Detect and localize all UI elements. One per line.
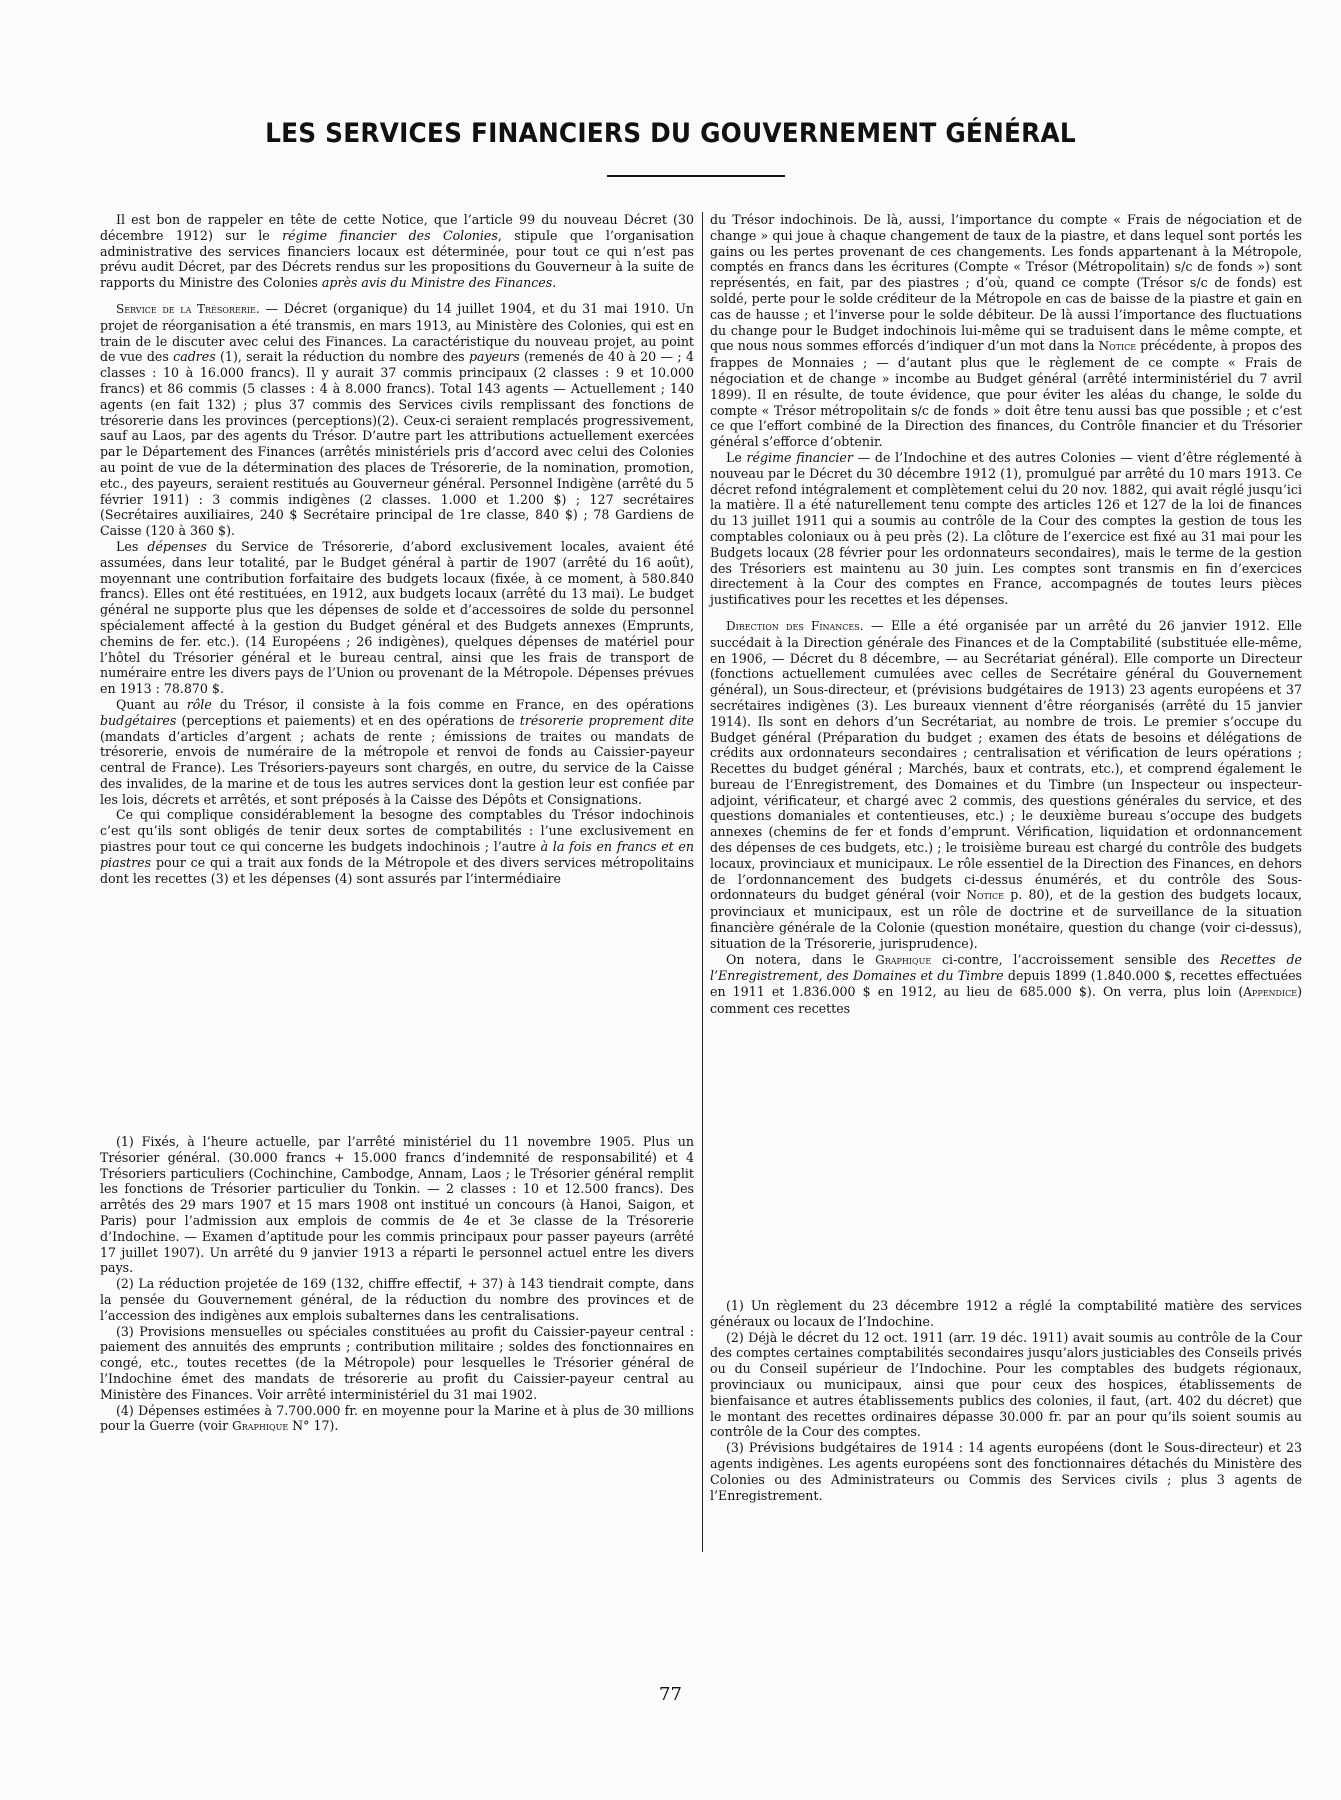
footnote: (3) Provisions mensuelles ou spéciales constituées au profit du Caissier-payeur central : paiement des annuités des emprunts ; contribution militaire ; soldes des fonctionnaires en congé, etc., toutes recettes (de la Métropole) pour lesquelles le Trésorier général de l’Indochine émet des mandats de trésorerie au profit du Caissier-payeur central au Ministère des Finances. Voir arrêté interministériel du 31 mai 1902.: [100, 1323, 694, 1402]
footnote: (2) La réduction projetée de 169 (132, chiffre effectif, + 37) à 143 tiendrait compte, dans la pensée du Gouvernement général, de la réduction du nombre des provinces et de l’accession des indigènes aux emplois subalternes dans les centralisations.: [100, 1276, 694, 1323]
paragraph-role-tresor: Quant au rôle du Trésor, il consiste à la fois comme en France, en des opérations budgétaires (perceptions et paiements) et en des opérations de trésorerie proprement dite (mandats d’articles d’argent ; achats de rente ; émissions de traites ou mandats de trésorerie, envois de numéraire de la métropole et renvoi de fonds au Caissier-payeur central de France). Les Trésoriers-payeurs sont chargés, en outre, du service de la Caisse des invalides, de la marine et de tous les autres services dont la gestion leur est confiée par les lois, décrets et arrêtés, et sont préposés à la Caisse des Dépôts et Consignations.: [100, 696, 695, 807]
paragraph-depenses: Les dépenses du Service de Trésorerie, d’abord exclusivement locales, avaient été assumées, dans leur totalité, par le Budget général à partir de 1907 (arrêté du 16 août), moyennant une contribution forfaitaire des budgets locaux (fixée, à ce moment, à 580.840 francs). Elles ont été restituées, en 1912, aux budgets locaux (arrêté du 13 mai). Le budget général ne supporte plus que les dépenses de solde et d’accessoires de solde du personnel spécialement affecté à la gestion du Budget général et des Budgets annexes (Emprunts, chemins de fer. etc.). (14 Européens ; 26 indigènes), quelques dépenses de matériel pour l’hôtel du Trésorier général et le bureau central, ainsi que les frais de transport de numéraire entre les divers pays de l’Union ou provenant de la Métropole. Dépenses prévues en 1913 : 78.870 $.: [100, 538, 694, 697]
paragraph-tresorerie: Service de la Trésorerie. — Décret (organique) du 14 juillet 1904, et du 31 mai 1910. Un projet de réorganisation a été transmis, en mars 1913, au Ministère des Colonies, qui est en train de le discuter avec celui des Finances. La caractéristique du nouveau projet, au point de vue des cadres (1), serait la réduction du nombre des payeurs (remenés de 40 à 20 — ; 4 classes : 10 à 16.000 francs). Il y aurait 37 commis principaux (2 classes : 9 et 10.000 francs) et 86 commis (5 classes : 4 à 8.000 francs). Total 143 agents — Actuellement ; 140 agents (en fait 132) ; plus 37 commis des Services civils remplissant des fonctions de trésorerie dans les provinces (perceptions)(2). Ceux-ci seraient remplacés progressivement, sauf au Laos, par des agents du Trésor. D’autre part les attributions actuellement exercées par le Département des Finances (arrêtés ministériels pris d’accord avec celui des Colonies au point de vue de la détermination des places de Trésorerie, de la nomination, promotion, etc., des payeurs, seraient restitués au Gouverneur général. Personnel Indigène (arrêté du 5 février 1911) : 3 commis indigènes (2 classes. 1.000 et 1.200 $) ; 127 secrétaires (Secrétaires auxiliaires, 240 $ Secrétaire principal de 1re classe, 840 $) ; 78 Gardiens de Caisse (120 à 360 $).: [100, 300, 695, 539]
right-column-text: [710, 212, 1302, 1017]
paragraph-intro: Il est bon de rappeler en tête de cette Notice, que l’article 99 du nouveau Décret (30 décembre 1912) sur le régime financier des Colonies, stipule que l’organisation administrative des services financiers locaux est déterminée, pour tout ce qui n’est pas prévu audit Décret, par des Décrets rendus sur les propositions du Gouverneur à la suite de rapports du Ministre des Colonies après avis du Ministre des Finances.: [100, 212, 694, 291]
left-column-text: [100, 212, 694, 886]
paragraph-regime-financier: Le régime financier — de l’Indochine et des autres Colonies — vient d’être réglementé à nouveau par le Décret du 30 décembre 1912 (1), promulgué par arrêté du 10 mars 1913. Ce décret refond intégralement et complètement celui du 20 nov. 1882, qui avait réglé jusqu’ici la matière. Il a été naturellement tenu compte des articles 126 et 127 de la loi de finances du 13 juillet 1911 qui a soumis au contrôle de la Cour des comptes la gestion de tous les comptables coloniaux ou à peu près (2). La clôture de l’exercice est fixé au 31 mai pour les Budgets locaux (28 février pour les ordonnateurs secondaires), mais le terme de la gestion des Trésoriers est maintenu au 30 juin. Les comptes sont transmis en fin d’exercices directement à la Cour des comptes en France, accompagnés de toutes leurs pièces justificatives pour les recettes et les dépenses.: [710, 449, 1302, 608]
paragraph-change: du Trésor indochinois. De là, aussi, l’importance du compte « Frais de négociation et de change » qui joue à chaque changement de taux de la piastre, et dans lequel sont portés les gains ou les pertes provenant de ces changements. Les fonds appartenant à la Métropole, comptés en francs dans les écritures (Compte « Trésor (Métropolitain) s/c de fonds ») sont représentés, en fait, par des piastres ; d’où, quand ce compte (Trésor s/c de fonds) est soldé, perte pour le solde créditeur de la Métropole en cas de baisse de la piastre et gain en cas de hausse ; et l’inverse pour le solde débiteur. De là aussi l’importance des fluctuations du change pour le Budget indochinois lui-même qui se traduisent dans le même compte, et que nous nous sommes efforcés d’indiquer d’un mot dans la Notice précédente, à propos des frappes de Monnaies ; — d’autant plus que le règlement de ce compte « Frais de négociation et de change » incombe au Budget général (arrêté interministériel du 7 avril 1899). Il en résulte, de toute évidence, que pour éviter les aléas du change, le solde du compte « Trésor métropolitain s/c de fonds » doit être tenu aussi bas que possible ; et c’est ce que l’effort combiné de la Direction des finances, du Contrôle financier et du Trésorier général s’efforce d’obtenir.: [710, 212, 1302, 450]
footnote: (4) Dépenses estimées à 7.700.000 fr. en moyenne pour la Marine et à plus de 30 millions pour la Guerre (voir Graphique N° 17).: [100, 1402, 694, 1434]
title-rule: [607, 175, 785, 177]
section-heading-direction: Direction des Finances.: [726, 618, 864, 633]
column-divider: [702, 212, 703, 1552]
left-footnotes: [100, 1134, 694, 1435]
right-footnotes: [710, 1298, 1302, 1503]
page-title: LES SERVICES FINANCIERS DU GOUVERNEMENT GÉNÉRAL: [265, 118, 1076, 149]
footnote: (1) Fixés, à l’heure actuelle, par l’arrêté ministériel du 11 novembre 1905. Plus un Trésorier général. (30.000 francs + 15.000 francs d’indemnité de responsabilité) et 4 Trésoriers particuliers (Cochinchine, Cambodge, Annam, Laos ; le Trésorier général remplit les fonctions de Trésorier particulier du Tonkin. — 2 classes : 10 et 12.500 francs). Des arrêtés des 29 mars 1907 et 15 mars 1908 ont institué un concours (à Hanoi, Saigon, et Paris) pour l’admission aux emplois de commis de 4e et 3e classe de la Trésorerie d’Indochine. — Examen d’aptitude pour les commis principaux pour passer payeurs (arrêté 17 juillet 1907). Un arrêté du 9 janvier 1913 a réparti le personnel actuel entre les divers pays.: [100, 1134, 694, 1276]
footnote: (2) Déjà le décret du 12 oct. 1911 (arr. 19 déc. 1911) avait soumis au contrôle de la Cour des comptes certaines comptabilités secondaires jusqu’alors justiciables des Conseils privés ou du Conseil supérieur de l’Indochine. Pour les comptables des budgets régionaux, provinciaux ou municipaux, ainsi que pour ceux des hospices, établissements de bienfaisance et autres établissements publics des colonies, il faut, (art. 402 du décret) que le montant des recettes ordinaires dépasse 30.000 fr. par an pour qu’ils soient soumis au contrôle de la Cour des comptes.: [710, 1329, 1302, 1440]
section-heading-tresorerie: Service de la Trésorerie.: [116, 301, 260, 316]
paragraph-direction-finances: Direction des Finances. — Elle a été organisée par un arrêté du 26 janvier 1912. Elle succédait à la Direction générale des Finances et de la Comptabilité (substituée elle-même, en 1906, — Décret du 8 décembre, — au Secrétariat général). Elle comporte un Directeur (fonctions actuellement cumulées avec celles de Secrétaire général du Gouvernement général), un Sous-directeur, et (prévisions budgétaires de 1913) 23 agents européens et 37 secrétaires indigènes (3). Les bureaux viennent d’être réorganisés (arrêté du 15 janvier 1914). Ils sont en dehors d’un Secrétariat, au nombre de trois. Le premier s’occupe du Budget général (Préparation du budget ; examen des états de besoins et délégations de crédits aux ordonnateurs secondaires ; centralisation et vérification de leurs opérations ; Recettes du budget général ; Marchés, baux et contrats, etc.), et comprend également le bureau de l’Enregistrement, des Domaines et du Timbre (un Inspecteur ou inspecteur-adjoint, vérificateur, et chargé avec 2 commis, des questions générales du service, et des questions domaniales et contentieuses, etc.) ; le deuxième bureau s’occupe des budgets annexes (chemins de fer et fonds d’emprunt. Vérification, liquidation et ordonnancement des dépenses de ces budgets, etc.) ; le troisième bureau est chargé du contrôle des budgets locaux, provinciaux et municipaux. Le rôle essentiel de la Direction des Finances, en dehors de l’ordonnancement des budgets ci-dessus énumérés, et du contrôle des Sous-ordonnateurs du budget général (voir Notice p. 80), et de la gestion des budgets locaux, provinciaux et municipaux, est un rôle de doctrine et de surveillance de la situation financière générale de la Colonie (question monétaire, question du change (voir ci-dessus), situation de la Trésorerie, jurisprudence).: [710, 617, 1302, 951]
paragraph-comptabilites: Ce qui complique considérablement la besogne des comptables du Trésor indochinois c’est qu’ils sont obligés de tenir deux sortes de comptabilités : l’une exclusivement en piastres pour tout ce qui concerne les budgets indochinois ; l’autre à la fois en francs et en piastres pour ce qui a trait aux fonds de la Métropole et des divers services métropolitains dont les recettes (3) et les dépenses (4) sont assurés par l’intermédiaire: [100, 807, 694, 886]
page-number: 77: [659, 1684, 682, 1705]
footnote: (3) Prévisions budgétaires de 1914 : 14 agents européens (dont le Sous-directeur) et 23 agents indigènes. Les agents européens sont des fonctionnaires détachés du Ministère des Colonies ou des Administrateurs ou Commis des Services civils ; plus 3 agents de l’Enregistrement.: [710, 1440, 1302, 1503]
footnote: (1) Un règlement du 23 décembre 1912 a réglé la comptabilité matière des services généraux ou locaux de l’Indochine.: [710, 1298, 1302, 1329]
paragraph-recettes: On notera, dans le Graphique ci-contre, l’accroissement sensible des Recettes de l’Enregistrement, des Domaines et du Timbre depuis 1899 (1.840.000 $, recettes effectuées en 1911 et 1.836.000 $ en 1912, au lieu de 685.000 $). On verra, plus loin (Appendice) comment ces recettes: [710, 951, 1303, 1017]
